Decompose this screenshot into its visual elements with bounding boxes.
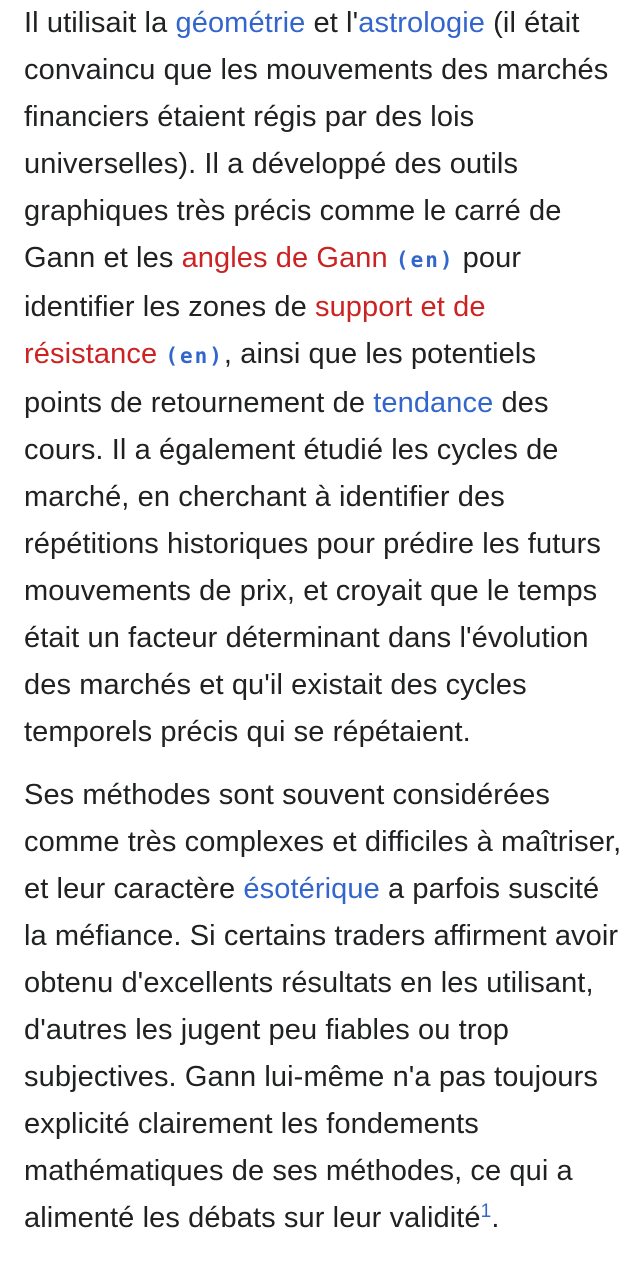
body-text: et l' [305, 7, 359, 39]
red-link[interactable]: angles de Gann [181, 242, 388, 274]
interwiki-language-tag[interactable]: (en) [165, 344, 224, 368]
body-text: (il était convaincu que les mouvements des marchés financiers étaient régis par des lois universelles). Il a développé des outils graphiques très précis comme le carré de Gann et les [24, 7, 609, 274]
reference-superscript[interactable] [481, 1201, 492, 1222]
wiki-link[interactable]: géométrie [175, 7, 306, 39]
wiki-link[interactable]: astrologie [358, 7, 485, 39]
paragraph-1 [24, 0, 622, 756]
article-paragraphs [24, 0, 622, 1242]
reference-link[interactable]: 1 [480, 1200, 492, 1222]
wiki-link[interactable]: tendance [373, 387, 494, 419]
body-text: , ainsi que les potentiels points de retournement de [24, 338, 537, 419]
body-text: pour identifier les zones de [24, 242, 522, 323]
red-link[interactable]: support et de résistance [24, 291, 486, 370]
body-text: Il utilisait la [24, 7, 176, 39]
wiki-link[interactable]: ésotérique [243, 873, 380, 905]
body-text: . [491, 1202, 500, 1234]
paragraph-2 [24, 772, 622, 1242]
body-text: des cours. Il a également étudié les cycles de marché, en cherchant à identifier des répétitions historiques pour prédire les futurs mouvements de prix, et croyait que le temps était un facteur déterminant dans l'évolution des marchés et qu'il existait des cycles temporels précis qui se répétaient. [24, 387, 601, 748]
body-text: Ses méthodes sont souvent considérées comme très complexes et difficiles à maîtriser, et leur caractère [24, 779, 622, 905]
interwiki-language-tag[interactable]: (en) [395, 248, 455, 272]
body-text [388, 242, 396, 274]
body-text: a parfois suscité la méfiance. Si certains traders affirment avoir obtenu d'excellents résultats en les utilisant, d'autres les jugent peu fiables ou trop subjectives. Gann lui-même n'a pas toujours explicité clairement les fondements mathématiques de ses méthodes, ce qui a alimenté les débats sur leur validité [24, 873, 619, 1234]
